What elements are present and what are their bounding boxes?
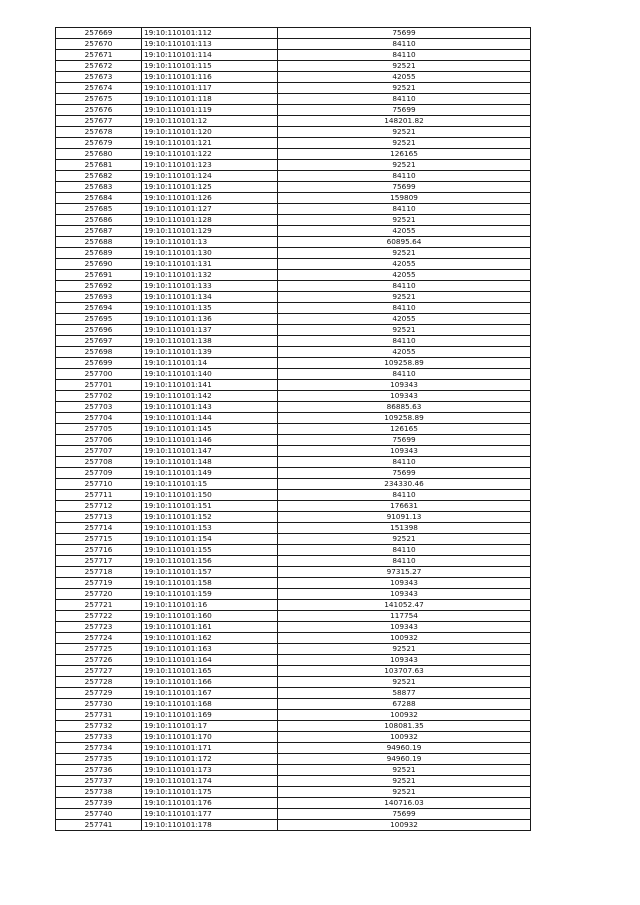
cadastral-number-cell: 19:10:110101:123 bbox=[142, 160, 278, 171]
value-cell: 84110 bbox=[278, 39, 531, 50]
record-id-cell: 257685 bbox=[56, 204, 142, 215]
record-id-cell: 257680 bbox=[56, 149, 142, 160]
table-row bbox=[56, 787, 531, 798]
table-row bbox=[56, 754, 531, 765]
record-id-cell: 257670 bbox=[56, 39, 142, 50]
record-id-cell: 257684 bbox=[56, 193, 142, 204]
record-id-cell: 257698 bbox=[56, 347, 142, 358]
cadastral-number-cell: 19:10:110101:113 bbox=[142, 39, 278, 50]
value-cell: 109258.89 bbox=[278, 358, 531, 369]
cadastral-number-cell: 19:10:110101:170 bbox=[142, 732, 278, 743]
value-cell: 92521 bbox=[278, 644, 531, 655]
record-id-cell: 257707 bbox=[56, 446, 142, 457]
record-id-cell: 257717 bbox=[56, 556, 142, 567]
record-id-cell: 257729 bbox=[56, 688, 142, 699]
value-cell: 92521 bbox=[278, 776, 531, 787]
cadastral-number-cell: 19:10:110101:112 bbox=[142, 28, 278, 39]
value-cell: 126165 bbox=[278, 149, 531, 160]
table-row bbox=[56, 644, 531, 655]
table-row bbox=[56, 567, 531, 578]
table-row bbox=[56, 600, 531, 611]
table-row bbox=[56, 446, 531, 457]
record-id-cell: 257736 bbox=[56, 765, 142, 776]
table-row bbox=[56, 578, 531, 589]
value-cell: 84110 bbox=[278, 94, 531, 105]
value-cell: 42055 bbox=[278, 347, 531, 358]
cadastral-number-cell: 19:10:110101:139 bbox=[142, 347, 278, 358]
record-id-cell: 257689 bbox=[56, 248, 142, 259]
cadastral-number-cell: 19:10:110101:121 bbox=[142, 138, 278, 149]
record-id-cell: 257724 bbox=[56, 633, 142, 644]
record-id-cell: 257690 bbox=[56, 259, 142, 270]
table-row bbox=[56, 182, 531, 193]
value-cell: 42055 bbox=[278, 259, 531, 270]
value-cell: 92521 bbox=[278, 138, 531, 149]
cadastral-number-cell: 19:10:110101:133 bbox=[142, 281, 278, 292]
cadastral-number-cell: 19:10:110101:136 bbox=[142, 314, 278, 325]
cadastral-number-cell: 19:10:110101:143 bbox=[142, 402, 278, 413]
value-cell: 109258.89 bbox=[278, 413, 531, 424]
table-row bbox=[56, 215, 531, 226]
table-row bbox=[56, 820, 531, 831]
record-id-cell: 257739 bbox=[56, 798, 142, 809]
record-id-cell: 257702 bbox=[56, 391, 142, 402]
record-id-cell: 257720 bbox=[56, 589, 142, 600]
value-cell: 100932 bbox=[278, 732, 531, 743]
value-cell: 94960.19 bbox=[278, 754, 531, 765]
value-cell: 75699 bbox=[278, 28, 531, 39]
table-row bbox=[56, 534, 531, 545]
cadastral-number-cell: 19:10:110101:151 bbox=[142, 501, 278, 512]
value-cell: 108081.35 bbox=[278, 721, 531, 732]
table-row bbox=[56, 688, 531, 699]
cadastral-number-cell: 19:10:110101:164 bbox=[142, 655, 278, 666]
table-row bbox=[56, 424, 531, 435]
value-cell: 159809 bbox=[278, 193, 531, 204]
record-id-cell: 257738 bbox=[56, 787, 142, 798]
record-id-cell: 257672 bbox=[56, 61, 142, 72]
cadastral-number-cell: 19:10:110101:140 bbox=[142, 369, 278, 380]
record-id-cell: 257719 bbox=[56, 578, 142, 589]
cadastral-number-cell: 19:10:110101:167 bbox=[142, 688, 278, 699]
value-cell: 176631 bbox=[278, 501, 531, 512]
value-cell: 117754 bbox=[278, 611, 531, 622]
value-cell: 109343 bbox=[278, 380, 531, 391]
value-cell: 42055 bbox=[278, 314, 531, 325]
table-row bbox=[56, 94, 531, 105]
table-row bbox=[56, 523, 531, 534]
table-row bbox=[56, 743, 531, 754]
table-row bbox=[56, 710, 531, 721]
record-id-cell: 257704 bbox=[56, 413, 142, 424]
record-id-cell: 257678 bbox=[56, 127, 142, 138]
cadastral-number-cell: 19:10:110101:168 bbox=[142, 699, 278, 710]
cadastral-number-cell: 19:10:110101:135 bbox=[142, 303, 278, 314]
cadastral-number-cell: 19:10:110101:153 bbox=[142, 523, 278, 534]
cadastral-number-cell: 19:10:110101:161 bbox=[142, 622, 278, 633]
cadastral-number-cell: 19:10:110101:152 bbox=[142, 512, 278, 523]
table-row bbox=[56, 171, 531, 182]
value-cell: 109343 bbox=[278, 655, 531, 666]
cadastral-number-cell: 19:10:110101:149 bbox=[142, 468, 278, 479]
value-cell: 75699 bbox=[278, 182, 531, 193]
record-id-cell: 257679 bbox=[56, 138, 142, 149]
cadastral-number-cell: 19:10:110101:157 bbox=[142, 567, 278, 578]
record-id-cell: 257706 bbox=[56, 435, 142, 446]
value-cell: 86885.63 bbox=[278, 402, 531, 413]
value-cell: 84110 bbox=[278, 457, 531, 468]
table-row bbox=[56, 138, 531, 149]
table-row bbox=[56, 193, 531, 204]
value-cell: 92521 bbox=[278, 61, 531, 72]
cadastral-number-cell: 19:10:110101:169 bbox=[142, 710, 278, 721]
record-id-cell: 257696 bbox=[56, 325, 142, 336]
table-row bbox=[56, 28, 531, 39]
value-cell: 84110 bbox=[278, 50, 531, 61]
table-row bbox=[56, 369, 531, 380]
record-id-cell: 257681 bbox=[56, 160, 142, 171]
cadastral-number-cell: 19:10:110101:13 bbox=[142, 237, 278, 248]
value-cell: 75699 bbox=[278, 105, 531, 116]
value-cell: 84110 bbox=[278, 336, 531, 347]
table-row bbox=[56, 72, 531, 83]
value-cell: 100932 bbox=[278, 710, 531, 721]
value-cell: 92521 bbox=[278, 534, 531, 545]
value-cell: 42055 bbox=[278, 226, 531, 237]
value-cell: 92521 bbox=[278, 325, 531, 336]
cadastral-number-cell: 19:10:110101:159 bbox=[142, 589, 278, 600]
record-id-cell: 257716 bbox=[56, 545, 142, 556]
record-id-cell: 257674 bbox=[56, 83, 142, 94]
table-row bbox=[56, 160, 531, 171]
table-row bbox=[56, 633, 531, 644]
table-row bbox=[56, 358, 531, 369]
table-row bbox=[56, 50, 531, 61]
table-row bbox=[56, 248, 531, 259]
table-row bbox=[56, 699, 531, 710]
value-cell: 84110 bbox=[278, 490, 531, 501]
table-body bbox=[56, 28, 531, 831]
cadastral-number-cell: 19:10:110101:156 bbox=[142, 556, 278, 567]
cadastral-number-cell: 19:10:110101:178 bbox=[142, 820, 278, 831]
table-row bbox=[56, 325, 531, 336]
value-cell: 75699 bbox=[278, 468, 531, 479]
table-row bbox=[56, 765, 531, 776]
record-id-cell: 257734 bbox=[56, 743, 142, 754]
cadastral-number-cell: 19:10:110101:155 bbox=[142, 545, 278, 556]
cadastral-number-cell: 19:10:110101:125 bbox=[142, 182, 278, 193]
table-row bbox=[56, 490, 531, 501]
cadastral-number-cell: 19:10:110101:177 bbox=[142, 809, 278, 820]
table-row bbox=[56, 116, 531, 127]
value-cell: 84110 bbox=[278, 369, 531, 380]
cadastral-number-cell: 19:10:110101:160 bbox=[142, 611, 278, 622]
cadastral-number-cell: 19:10:110101:138 bbox=[142, 336, 278, 347]
value-cell: 84110 bbox=[278, 171, 531, 182]
cadastral-number-cell: 19:10:110101:115 bbox=[142, 61, 278, 72]
record-id-cell: 257709 bbox=[56, 468, 142, 479]
table-row bbox=[56, 611, 531, 622]
table-row bbox=[56, 127, 531, 138]
table-row bbox=[56, 732, 531, 743]
table-row bbox=[56, 479, 531, 490]
record-id-cell: 257718 bbox=[56, 567, 142, 578]
value-cell: 109343 bbox=[278, 578, 531, 589]
record-id-cell: 257700 bbox=[56, 369, 142, 380]
record-id-cell: 257682 bbox=[56, 171, 142, 182]
record-id-cell: 257693 bbox=[56, 292, 142, 303]
cadastral-number-cell: 19:10:110101:134 bbox=[142, 292, 278, 303]
record-id-cell: 257728 bbox=[56, 677, 142, 688]
table-row bbox=[56, 457, 531, 468]
value-cell: 94960.19 bbox=[278, 743, 531, 754]
record-id-cell: 257726 bbox=[56, 655, 142, 666]
cadastral-number-cell: 19:10:110101:176 bbox=[142, 798, 278, 809]
record-id-cell: 257675 bbox=[56, 94, 142, 105]
cadastral-number-cell: 19:10:110101:174 bbox=[142, 776, 278, 787]
cadastral-number-cell: 19:10:110101:147 bbox=[142, 446, 278, 457]
record-id-cell: 257723 bbox=[56, 622, 142, 633]
record-id-cell: 257699 bbox=[56, 358, 142, 369]
value-cell: 92521 bbox=[278, 787, 531, 798]
record-id-cell: 257741 bbox=[56, 820, 142, 831]
table-row bbox=[56, 391, 531, 402]
record-id-cell: 257725 bbox=[56, 644, 142, 655]
cadastral-number-cell: 19:10:110101:145 bbox=[142, 424, 278, 435]
record-id-cell: 257686 bbox=[56, 215, 142, 226]
record-id-cell: 257731 bbox=[56, 710, 142, 721]
cadastral-number-cell: 19:10:110101:144 bbox=[142, 413, 278, 424]
table-row bbox=[56, 347, 531, 358]
value-cell: 103707.63 bbox=[278, 666, 531, 677]
record-id-cell: 257671 bbox=[56, 50, 142, 61]
record-id-cell: 257669 bbox=[56, 28, 142, 39]
value-cell: 42055 bbox=[278, 270, 531, 281]
value-cell: 100932 bbox=[278, 633, 531, 644]
record-id-cell: 257715 bbox=[56, 534, 142, 545]
value-cell: 97315.27 bbox=[278, 567, 531, 578]
value-cell: 234330.46 bbox=[278, 479, 531, 490]
value-cell: 67288 bbox=[278, 699, 531, 710]
value-cell: 140716.03 bbox=[278, 798, 531, 809]
table-row bbox=[56, 237, 531, 248]
cadastral-number-cell: 19:10:110101:141 bbox=[142, 380, 278, 391]
table-row bbox=[56, 61, 531, 72]
value-cell: 126165 bbox=[278, 424, 531, 435]
cadastral-number-cell: 19:10:110101:162 bbox=[142, 633, 278, 644]
cadastral-number-cell: 19:10:110101:15 bbox=[142, 479, 278, 490]
record-id-cell: 257721 bbox=[56, 600, 142, 611]
record-id-cell: 257687 bbox=[56, 226, 142, 237]
record-id-cell: 257730 bbox=[56, 699, 142, 710]
table-row bbox=[56, 468, 531, 479]
value-cell: 109343 bbox=[278, 622, 531, 633]
record-id-cell: 257697 bbox=[56, 336, 142, 347]
cadastral-number-cell: 19:10:110101:17 bbox=[142, 721, 278, 732]
record-id-cell: 257713 bbox=[56, 512, 142, 523]
table-row bbox=[56, 226, 531, 237]
table-row bbox=[56, 512, 531, 523]
cadastral-number-cell: 19:10:110101:166 bbox=[142, 677, 278, 688]
value-cell: 75699 bbox=[278, 435, 531, 446]
cadastral-number-cell: 19:10:110101:128 bbox=[142, 215, 278, 226]
cadastral-number-cell: 19:10:110101:120 bbox=[142, 127, 278, 138]
cadastral-number-cell: 19:10:110101:114 bbox=[142, 50, 278, 61]
cadastral-number-cell: 19:10:110101:131 bbox=[142, 259, 278, 270]
record-id-cell: 257695 bbox=[56, 314, 142, 325]
value-cell: 141052.47 bbox=[278, 600, 531, 611]
cadastral-number-cell: 19:10:110101:122 bbox=[142, 149, 278, 160]
cadastral-number-cell: 19:10:110101:175 bbox=[142, 787, 278, 798]
record-id-cell: 257705 bbox=[56, 424, 142, 435]
cadastral-number-cell: 19:10:110101:117 bbox=[142, 83, 278, 94]
record-id-cell: 257701 bbox=[56, 380, 142, 391]
table-row bbox=[56, 776, 531, 787]
record-id-cell: 257722 bbox=[56, 611, 142, 622]
cadastral-number-cell: 19:10:110101:163 bbox=[142, 644, 278, 655]
value-cell: 92521 bbox=[278, 127, 531, 138]
table-row bbox=[56, 655, 531, 666]
record-id-cell: 257694 bbox=[56, 303, 142, 314]
cadastral-number-cell: 19:10:110101:118 bbox=[142, 94, 278, 105]
cadastral-number-cell: 19:10:110101:137 bbox=[142, 325, 278, 336]
table-row bbox=[56, 402, 531, 413]
record-id-cell: 257691 bbox=[56, 270, 142, 281]
table-row bbox=[56, 545, 531, 556]
table-row bbox=[56, 259, 531, 270]
table-row bbox=[56, 589, 531, 600]
value-cell: 84110 bbox=[278, 204, 531, 215]
cadastral-number-cell: 19:10:110101:148 bbox=[142, 457, 278, 468]
cadastral-number-cell: 19:10:110101:150 bbox=[142, 490, 278, 501]
record-id-cell: 257673 bbox=[56, 72, 142, 83]
value-cell: 92521 bbox=[278, 215, 531, 226]
table-row bbox=[56, 270, 531, 281]
cadastral-number-cell: 19:10:110101:158 bbox=[142, 578, 278, 589]
record-id-cell: 257727 bbox=[56, 666, 142, 677]
table-row bbox=[56, 83, 531, 94]
cadastral-number-cell: 19:10:110101:165 bbox=[142, 666, 278, 677]
table-row bbox=[56, 292, 531, 303]
record-id-cell: 257703 bbox=[56, 402, 142, 413]
value-cell: 92521 bbox=[278, 248, 531, 259]
cadastral-number-cell: 19:10:110101:154 bbox=[142, 534, 278, 545]
value-cell: 75699 bbox=[278, 809, 531, 820]
record-id-cell: 257733 bbox=[56, 732, 142, 743]
cadastral-number-cell: 19:10:110101:127 bbox=[142, 204, 278, 215]
table-row bbox=[56, 413, 531, 424]
record-id-cell: 257712 bbox=[56, 501, 142, 512]
table-row bbox=[56, 303, 531, 314]
value-cell: 109343 bbox=[278, 446, 531, 457]
cadastral-number-cell: 19:10:110101:132 bbox=[142, 270, 278, 281]
value-cell: 92521 bbox=[278, 677, 531, 688]
value-cell: 91091.13 bbox=[278, 512, 531, 523]
cadastral-number-cell: 19:10:110101:14 bbox=[142, 358, 278, 369]
table-row bbox=[56, 622, 531, 633]
table-row bbox=[56, 380, 531, 391]
cadastral-number-cell: 19:10:110101:16 bbox=[142, 600, 278, 611]
value-cell: 92521 bbox=[278, 83, 531, 94]
data-table bbox=[55, 27, 531, 831]
cadastral-number-cell: 19:10:110101:142 bbox=[142, 391, 278, 402]
cadastral-number-cell: 19:10:110101:130 bbox=[142, 248, 278, 259]
record-id-cell: 257692 bbox=[56, 281, 142, 292]
value-cell: 109343 bbox=[278, 391, 531, 402]
cadastral-number-cell: 19:10:110101:173 bbox=[142, 765, 278, 776]
table-row bbox=[56, 501, 531, 512]
record-id-cell: 257683 bbox=[56, 182, 142, 193]
table-row bbox=[56, 149, 531, 160]
cadastral-number-cell: 19:10:110101:119 bbox=[142, 105, 278, 116]
record-id-cell: 257708 bbox=[56, 457, 142, 468]
table-row bbox=[56, 281, 531, 292]
record-id-cell: 257737 bbox=[56, 776, 142, 787]
table-row bbox=[56, 314, 531, 325]
cadastral-number-cell: 19:10:110101:172 bbox=[142, 754, 278, 765]
table-row bbox=[56, 204, 531, 215]
cadastral-number-cell: 19:10:110101:146 bbox=[142, 435, 278, 446]
value-cell: 84110 bbox=[278, 281, 531, 292]
record-id-cell: 257710 bbox=[56, 479, 142, 490]
value-cell: 84110 bbox=[278, 545, 531, 556]
value-cell: 148201.82 bbox=[278, 116, 531, 127]
table-row bbox=[56, 39, 531, 50]
table-row bbox=[56, 666, 531, 677]
cadastral-number-cell: 19:10:110101:124 bbox=[142, 171, 278, 182]
record-id-cell: 257735 bbox=[56, 754, 142, 765]
cadastral-number-cell: 19:10:110101:12 bbox=[142, 116, 278, 127]
record-id-cell: 257740 bbox=[56, 809, 142, 820]
record-id-cell: 257732 bbox=[56, 721, 142, 732]
value-cell: 84110 bbox=[278, 303, 531, 314]
value-cell: 92521 bbox=[278, 765, 531, 776]
value-cell: 92521 bbox=[278, 292, 531, 303]
table-row bbox=[56, 556, 531, 567]
value-cell: 100932 bbox=[278, 820, 531, 831]
table-row bbox=[56, 105, 531, 116]
cadastral-number-cell: 19:10:110101:126 bbox=[142, 193, 278, 204]
value-cell: 109343 bbox=[278, 589, 531, 600]
table-row bbox=[56, 809, 531, 820]
value-cell: 151398 bbox=[278, 523, 531, 534]
table-row bbox=[56, 677, 531, 688]
value-cell: 92521 bbox=[278, 160, 531, 171]
cadastral-number-cell: 19:10:110101:129 bbox=[142, 226, 278, 237]
cadastral-number-cell: 19:10:110101:171 bbox=[142, 743, 278, 754]
record-id-cell: 257711 bbox=[56, 490, 142, 501]
record-id-cell: 257688 bbox=[56, 237, 142, 248]
table-row bbox=[56, 798, 531, 809]
cadastral-number-cell: 19:10:110101:116 bbox=[142, 72, 278, 83]
record-id-cell: 257676 bbox=[56, 105, 142, 116]
record-id-cell: 257714 bbox=[56, 523, 142, 534]
table-row bbox=[56, 435, 531, 446]
table-row bbox=[56, 336, 531, 347]
value-cell: 60895.64 bbox=[278, 237, 531, 248]
record-id-cell: 257677 bbox=[56, 116, 142, 127]
table-row bbox=[56, 721, 531, 732]
value-cell: 42055 bbox=[278, 72, 531, 83]
value-cell: 58877 bbox=[278, 688, 531, 699]
value-cell: 84110 bbox=[278, 556, 531, 567]
